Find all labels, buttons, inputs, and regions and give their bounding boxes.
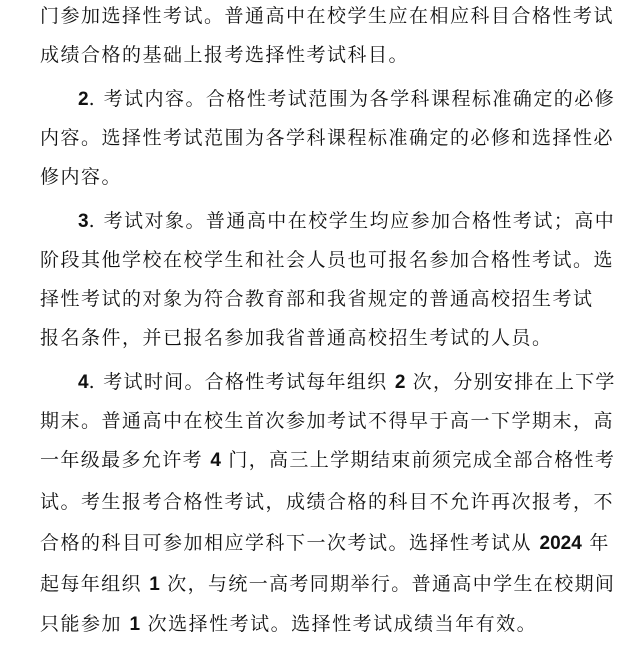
text-line-6: 3. 考试对象。普通高中在校学生均应参加合格性考试；高中 <box>78 210 616 232</box>
text-line-14: 合格的科目可参加相应学科下一次考试。选择性考试从 2024 年 <box>40 532 610 554</box>
text-line-15: 起每年组织 1 次，与统一高考同期举行。普通高中学生在校期间 <box>40 573 616 595</box>
text-line-8: 择性考试的对象为符合教育部和我省规定的普通高校招生考试 <box>40 288 594 310</box>
text-line-7: 阶段其他学校在校学生和社会人员也可报名参加合格性考试。选 <box>40 249 615 271</box>
text-line-9: 报名条件，并已报名参加我省普通高校招生考试的人员。 <box>40 327 553 349</box>
text-line-1: 门参加选择性考试。普通高中在校学生应在相应科目合格性考试 <box>40 5 615 27</box>
text-line-10: 4. 考试时间。合格性考试每年组织 2 次，分别安排在上下学 <box>78 371 616 393</box>
text-line-11: 期末。普通高中在校生首次参加考试不得早于高一下学期末，高 <box>40 410 615 432</box>
text-line-3: 2. 考试内容。合格性考试范围为各学科课程标准确定的必修 <box>78 88 616 110</box>
text-line-5: 修内容。 <box>40 166 123 188</box>
text-line-4: 内容。选择性考试范围为各学科课程标准确定的必修和选择性必 <box>40 127 615 149</box>
text-line-16: 只能参加 1 次选择性考试。选择性考试成绩当年有效。 <box>40 613 538 635</box>
text-line-2: 成绩合格的基础上报考选择性考试科目。 <box>40 44 410 66</box>
text-line-12: 一年级最多允许考 4 门，高三上学期结束前须完成全部合格性考 <box>40 449 616 471</box>
text-line-13: 试。考生报考合格性考试，成绩合格的科目不允许再次报考，不 <box>40 491 615 513</box>
